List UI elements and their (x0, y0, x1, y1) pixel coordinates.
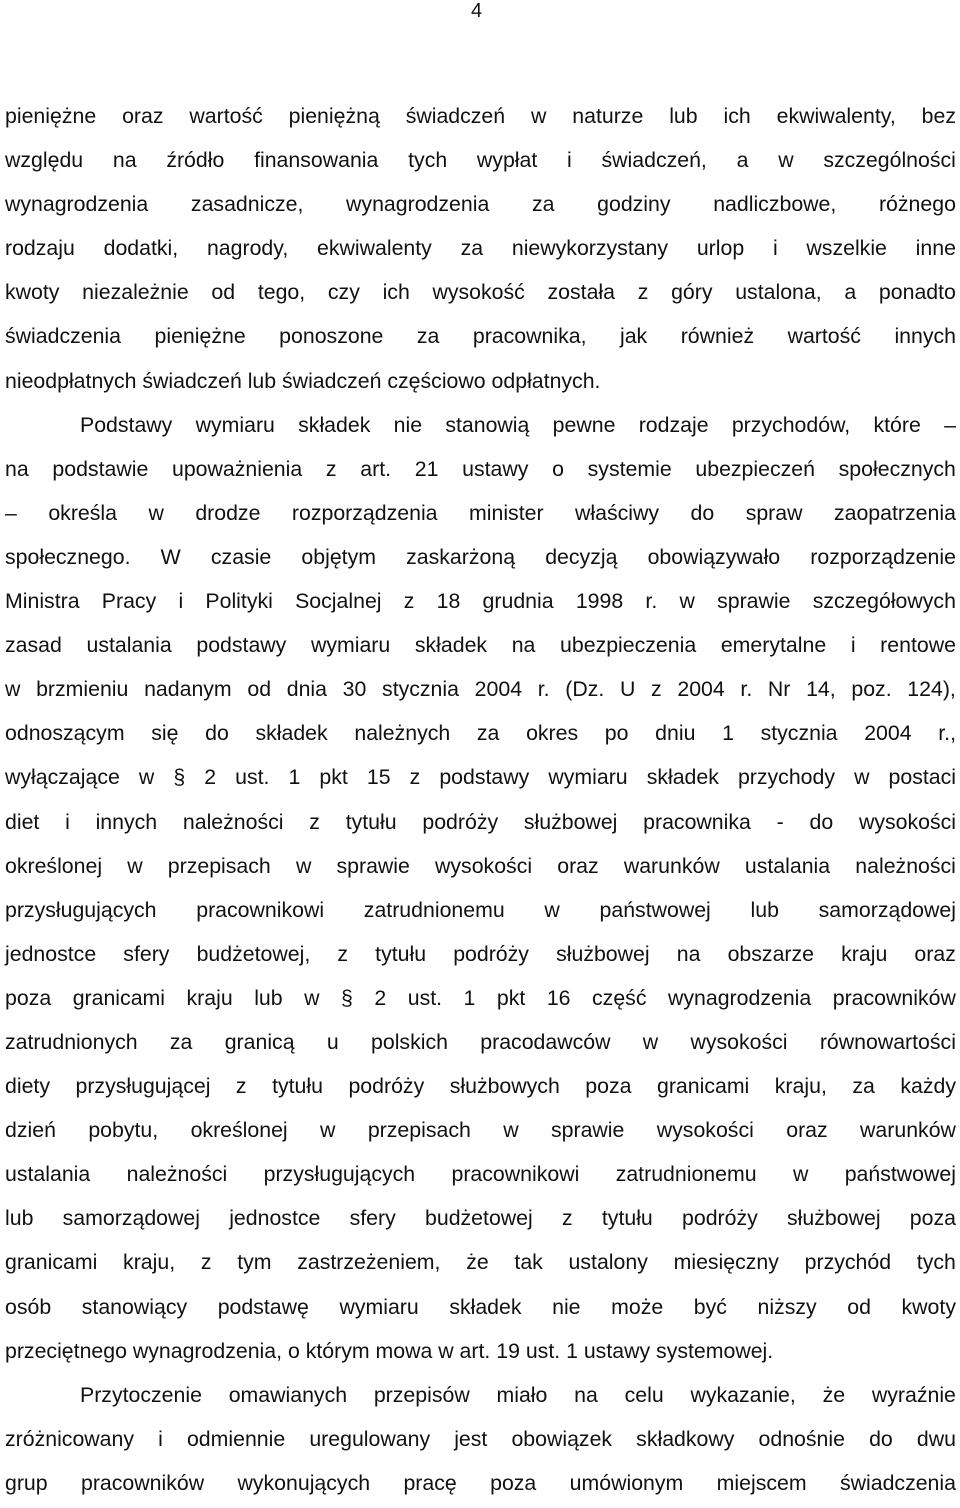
text-line: lub samorządowej jednostce sfery budżetowej z tytułu podróży służbowej poza (5, 1206, 956, 1231)
text-line: wynagrodzenia zasadnicze, wynagrodzenia za godziny nadliczbowe, różnego (5, 192, 956, 217)
text-line: społecznego. W czasie objętym zaskarżoną decyzją obowiązywało rozporządzenie (5, 544, 956, 569)
text-line: w brzmieniu nadanym od dnia 30 stycznia 2004 r. (Dz. U z 2004 r. Nr 14, poz. 124), (5, 677, 956, 702)
text-line: kwoty niezależnie od tego, czy ich wysokość została z góry ustalona, a ponadto (5, 280, 956, 305)
text-line: zasad ustalania podstawy wymiaru składek na ubezpieczenia emerytalne i rentowe (5, 633, 956, 658)
text-line: pieniężne oraz wartość pieniężną świadczeń w naturze lub ich ekwiwalenty, bez (5, 104, 956, 128)
text-line: nieodpłatnych świadczeń lub świadczeń częściowo odpłatnych. (5, 368, 601, 393)
text-line: – określa w drodze rozporządzenia minister właściwy do spraw zaopatrzenia (5, 500, 956, 525)
text-line: względu na źródło finansowania tych wypłat i świadczeń, a w szczególności (5, 148, 956, 173)
text-line: świadczenia pieniężne ponoszone za pracownika, jak również wartość innych (5, 324, 956, 349)
text-line: grup pracowników wykonujących pracę poza umówionym miejscem świadczenia (5, 1470, 956, 1495)
document-body (5, 94, 956, 1505)
text-line: granicami kraju, z tym zastrzeżeniem, że tak ustalony miesięczny przychód tych (5, 1250, 956, 1275)
text-line: rodzaju dodatki, nagrody, ekwiwalenty za niewykorzystany urlop i wszelkie inne (5, 236, 956, 261)
text-line: Podstawy wymiaru składek nie stanowią pewne rodzaje przychodów, które – (80, 412, 956, 437)
text-line: diet i innych należności z tytułu podróży służbowej pracownika - do wysokości (5, 809, 956, 834)
text-line: diety przysługującej z tytułu podróży służbowych poza granicami kraju, za każdy (5, 1074, 956, 1099)
text-line: ustalania należności przysługujących pracownikowi zatrudnionemu w państwowej (5, 1162, 956, 1187)
text-line: przeciętnego wynagrodzenia, o którym mowa w art. 19 ust. 1 ustawy systemowej. (5, 1338, 774, 1363)
text-line: dzień pobytu, określonej w przepisach w sprawie wysokości oraz warunków (5, 1118, 956, 1143)
text-line: zróżnicowany i odmiennie uregulowany jest obowiązek składkowy odnośnie do dwu (5, 1426, 956, 1451)
text-line: przysługujących pracownikowi zatrudnionemu w państwowej lub samorządowej (5, 897, 956, 922)
text-line: Ministra Pracy i Polityki Socjalnej z 18 grudnia 1998 r. w sprawie szczegółowych (5, 589, 956, 614)
text-line: Przytoczenie omawianych przepisów miało na celu wykazanie, że wyraźnie (80, 1382, 956, 1407)
text-line: osób stanowiący podstawę wymiaru składek nie może być niższy od kwoty (5, 1294, 956, 1319)
text-line: poza granicami kraju lub w § 2 ust. 1 pkt 16 część wynagrodzenia pracowników (5, 985, 956, 1010)
text-line: odnoszącym się do składek należnych za okres po dniu 1 stycznia 2004 r., (5, 721, 956, 746)
text-line: na podstawie upoważnienia z art. 21 ustawy o systemie ubezpieczeń społecznych (5, 456, 956, 481)
text-line: jednostce sfery budżetowej, z tytułu podróży służbowej na obszarze kraju oraz (5, 941, 956, 966)
page-number: 4 (471, 0, 483, 22)
text-line: zatrudnionych za granicą u polskich pracodawców w wysokości równowartości (5, 1029, 956, 1054)
text-line: wyłączające w § 2 ust. 1 pkt 15 z podstawy wymiaru składek przychody w postaci (5, 765, 956, 790)
text-line: określonej w przepisach w sprawie wysokości oraz warunków ustalania należności (5, 853, 956, 878)
